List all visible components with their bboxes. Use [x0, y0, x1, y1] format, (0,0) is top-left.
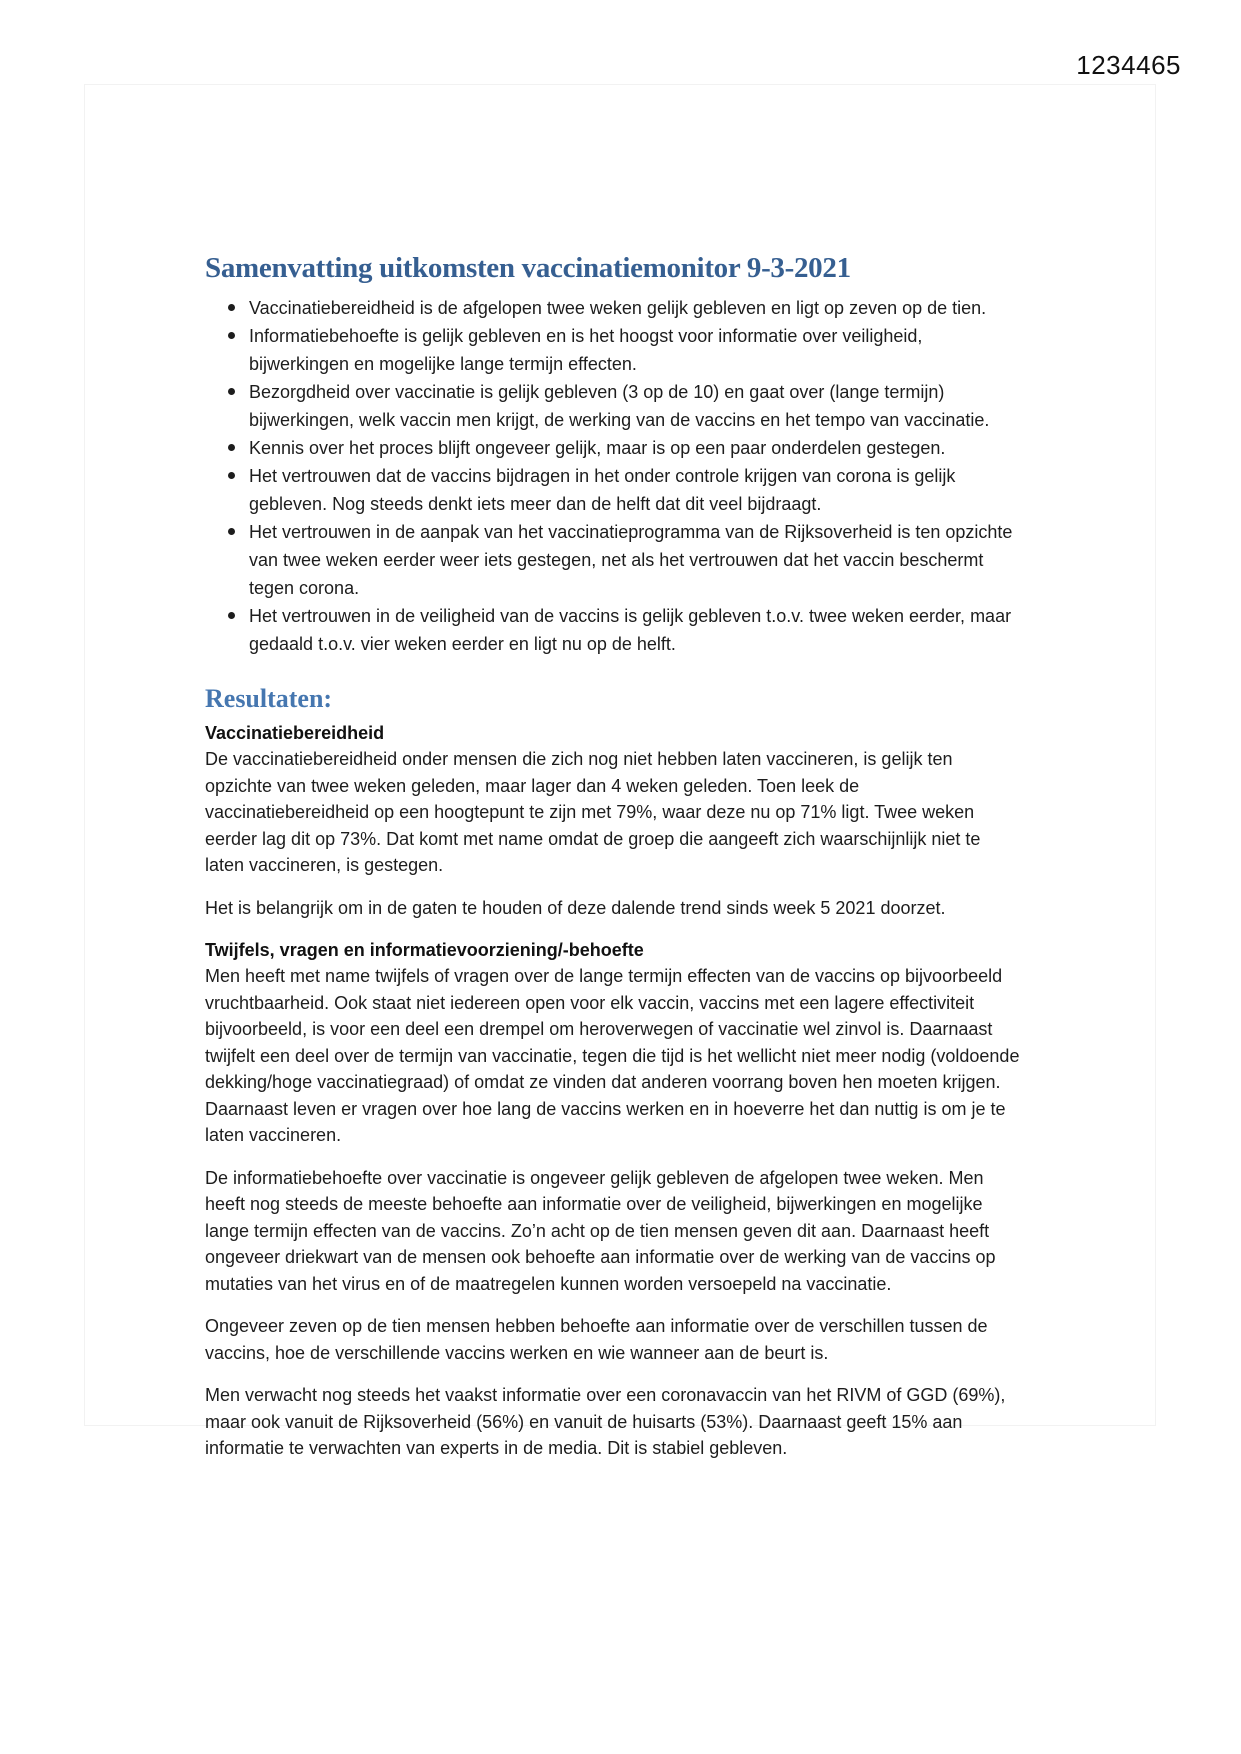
paragraph: De informatiebehoefte over vaccinatie is ongeveer gelijk gebleven de afgelopen twee weken. Men heeft nog steeds de meeste behoefte aan informatie over de veiligheid, bijwerkingen en mogelijke lange termijn effecten van de vaccins. Zo’n acht op de tien mensen geven dit aan. Daarnaast heeft ongeveer driekwart van de mensen ook behoefte aan informatie over de werking van de vaccins op mutaties van het virus en of de maatregelen kunnen worden versoepeld na vaccinatie. — [205, 1167, 996, 1294]
summary-bullet — [205, 378, 1023, 434]
summary-bullet-text: Kennis over het proces blijft ongeveer gelijk, maar is op een paar onderdelen gestegen. — [249, 438, 946, 458]
bullet-icon — [228, 528, 235, 535]
bullet-icon — [228, 332, 235, 339]
summary-bullet-text: Bezorgdheid over vaccinatie is gelijk gebleven (3 op de 10) en gaat over (lange termijn) bijwerkingen, welk vaccin men krijgt, de werking van de vaccins en het tempo van vaccinatie. — [249, 382, 990, 430]
summary-bullet-text: Het vertrouwen in de veiligheid van de vaccins is gelijk gebleven t.o.v. twee weken eerder, maar gedaald t.o.v. vier weken eerder en ligt nu op de helft. — [249, 606, 1012, 654]
summary-bullet — [205, 434, 1023, 462]
summary-bullet-text: Informatiebehoefte is gelijk gebleven en is het hoogst voor informatie over veiligheid, bijwerkingen en mogelijke lange termijn effecten. — [249, 326, 923, 374]
summary-bullet — [205, 602, 1023, 658]
bullet-icon — [228, 304, 235, 311]
summary-bullet — [205, 294, 1023, 322]
summary-bullet — [205, 322, 1023, 378]
summary-bullet-text: Het vertrouwen dat de vaccins bijdragen in het onder controle krijgen van corona is gelijk gebleven. Nog steeds denkt iets meer dan de helft dat dit veel bijdraagt. — [249, 466, 956, 514]
bullet-icon — [228, 472, 235, 479]
summary-bullet — [205, 462, 1023, 518]
paragraph: De vaccinatiebereidheid onder mensen die zich nog niet hebben laten vaccineren, is gelijk ten opzichte van twee weken geleden, maar lager dan 4 weken geleden. Toen leek de vaccinatiebereidheid op een hoogtepunt te zijn met 79%, waar deze nu op 71% ligt. Twee weken eerder lag dit op 73%. Dat komt met name omdat de groep die aangeeft zich waarschijnlijk niet te laten vaccineren, is gestegen. — [205, 749, 981, 875]
section-heading-twijfels: Twijfels, vragen en informatievoorziening/-behoefte — [205, 940, 644, 960]
results-heading: Resultaten: — [205, 684, 333, 713]
page-number: 1234465 — [1076, 50, 1181, 80]
paragraph: Men heeft met name twijfels of vragen over de lange termijn effecten van de vaccins op bijvoorbeeld vruchtbaarheid. Ook staat niet iedereen open voor elk vaccin, vaccins met een lagere effectiviteit bijvoorbeeld, is voor een deel een drempel om heroverwegen of vaccinatie wel zinvol is. Daarnaast twijfelt een deel over de termijn van vaccinatie, tegen die tijd is het wellicht niet meer nodig (voldoende dekking/hoge vaccinatiegraad) of omdat ze vinden dat anderen voorrang boven hen moeten krijgen. Daarnaast leven er vragen over hoe lang de vaccins werken en in hoeverre het dan nuttig is om je te laten vaccineren. — [205, 966, 1020, 1145]
paragraph: Het is belangrijk om in de gaten te houden of deze dalende trend sinds week 5 2021 doorzet. — [205, 897, 946, 918]
bullet-icon — [228, 388, 235, 395]
summary-bullet-text: Vaccinatiebereidheid is de afgelopen twee weken gelijk gebleven en ligt op zeven op de tien. — [249, 298, 987, 318]
paragraph: Men verwacht nog steeds het vaakst informatie over een coronavaccin van het RIVM of GGD (69%), maar ook vanuit de Rijksoverheid (56%) en vanuit de huisarts (53%). Daarnaast geeft 15% aan informatie te verwachten van experts in de media. Dit is stabiel gebleven. — [205, 1385, 1006, 1458]
summary-bullet — [205, 518, 1023, 602]
section-heading-vaccinatiebereidheid: Vaccinatiebereidheid — [205, 723, 385, 743]
document-content — [205, 250, 1023, 1478]
summary-bullet-text: Het vertrouwen in de aanpak van het vaccinatieprogramma van de Rijksoverheid is ten opzichte van twee weken eerder weer iets gestegen, net als het vertrouwen dat het vaccin beschermt tegen corona. — [249, 522, 1013, 598]
bullet-icon — [228, 444, 235, 451]
document-title: Samenvatting uitkomsten vaccinatiemonitor 9-3-2021 — [205, 252, 851, 284]
summary-bullet-list — [205, 294, 1023, 658]
paragraph: Ongeveer zeven op de tien mensen hebben behoefte aan informatie over de verschillen tussen de vaccins, hoe de verschillende vaccins werken en wie wanneer aan de beurt is. — [205, 1316, 988, 1363]
bullet-icon — [228, 612, 235, 619]
